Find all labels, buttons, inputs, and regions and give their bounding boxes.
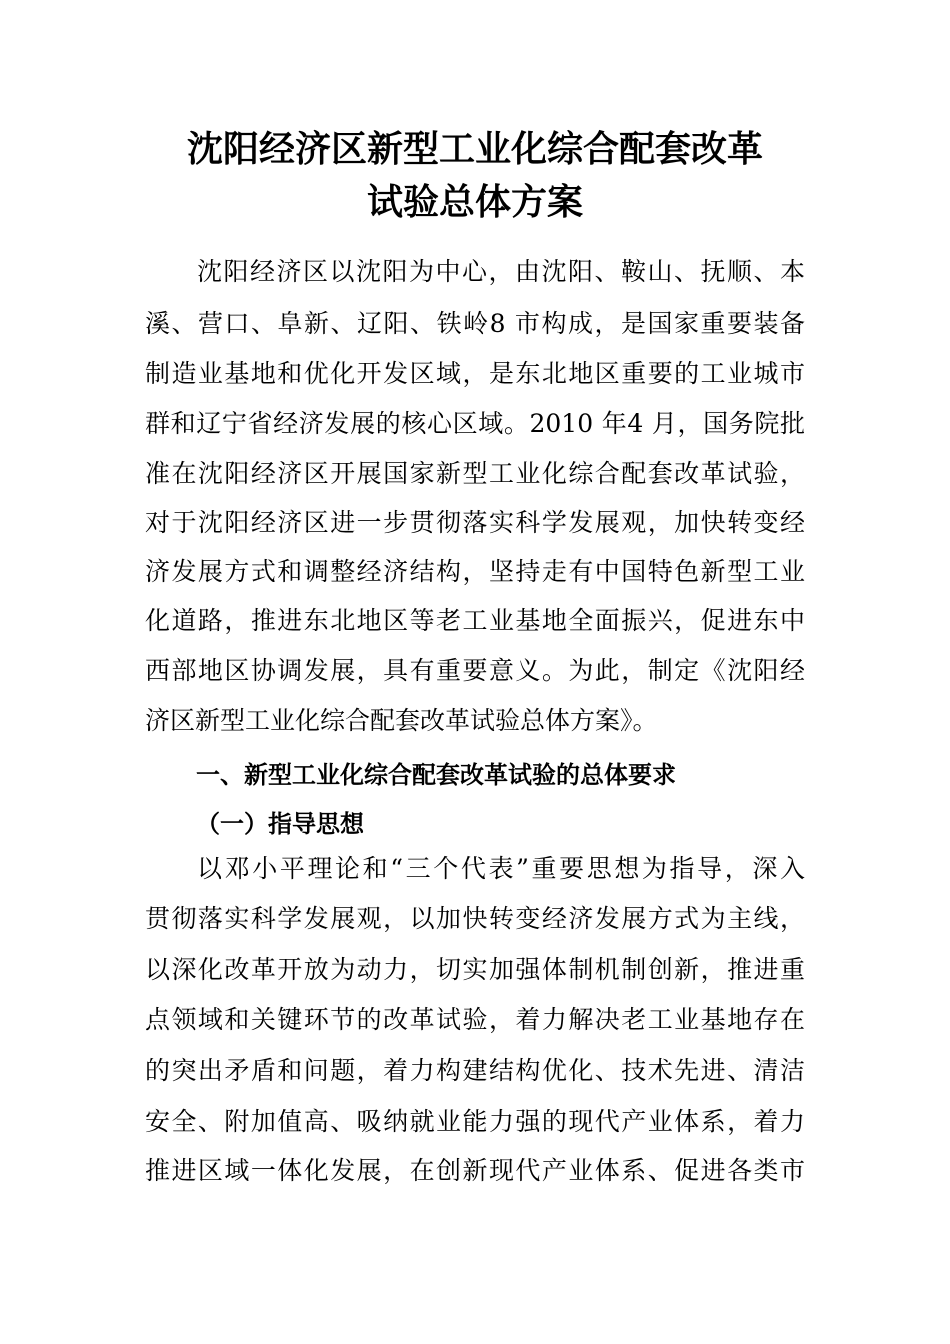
document-title-line-2: 试验总体方案 xyxy=(366,182,583,223)
text-line: 济发展方式和调整经济结构，坚持走有中国特色新型工业 xyxy=(145,557,805,586)
text-line: 准在沈阳经济区开展国家新型工业化综合配套改革试验， xyxy=(145,459,805,488)
text-line: 西部地区协调发展，具有重要意义。为此，制定《沈阳经 xyxy=(145,656,805,685)
text-line: 济区新型工业化综合配套改革试验总体方案》。 xyxy=(145,706,658,735)
text-line: 制造业基地和优化开发区域，是东北地区重要的工业城市 xyxy=(145,359,805,388)
text-line: 以邓小平理论和“三个代表”重要思想为指导，深入 xyxy=(197,854,805,883)
text-line: 群和辽宁省经济发展的核心区域。2010 年4 月，国务院批 xyxy=(145,409,805,438)
subsection-heading-1: （一）指导思想 xyxy=(196,810,364,838)
text-line: 沈阳经济区以沈阳为中心，由沈阳、鞍山、抚顺、本 xyxy=(197,257,805,286)
text-line: 溪、营口、阜新、辽阳、铁岭8 市构成，是国家重要装备 xyxy=(145,309,805,338)
text-line: 安全、附加值高、吸纳就业能力强的现代产业体系，着力 xyxy=(145,1107,805,1136)
text-line: 对于沈阳经济区进一步贯彻落实科学发展观，加快转变经 xyxy=(145,508,805,537)
text-line: 的突出矛盾和问题，着力构建结构优化、技术先进、清洁 xyxy=(145,1056,805,1085)
text-line: 推进区域一体化发展，在创新现代产业体系、促进各类市 xyxy=(145,1156,805,1185)
text-line: 贯彻落实科学发展观，以加快转变经济发展方式为主线， xyxy=(145,904,805,933)
text-line: 以深化改革开放为动力，切实加强体制机制创新，推进重 xyxy=(145,955,805,984)
text-line: 点领域和关键环节的改革试验，着力解决老工业基地存在 xyxy=(145,1005,805,1034)
section-heading-1: 一、新型工业化综合配套改革试验的总体要求 xyxy=(196,761,676,789)
document-title-line-1: 沈阳经济区新型工业化综合配套改革 xyxy=(186,129,763,170)
text-line: 化道路，推进东北地区等老工业基地全面振兴，促进东中 xyxy=(145,606,805,635)
